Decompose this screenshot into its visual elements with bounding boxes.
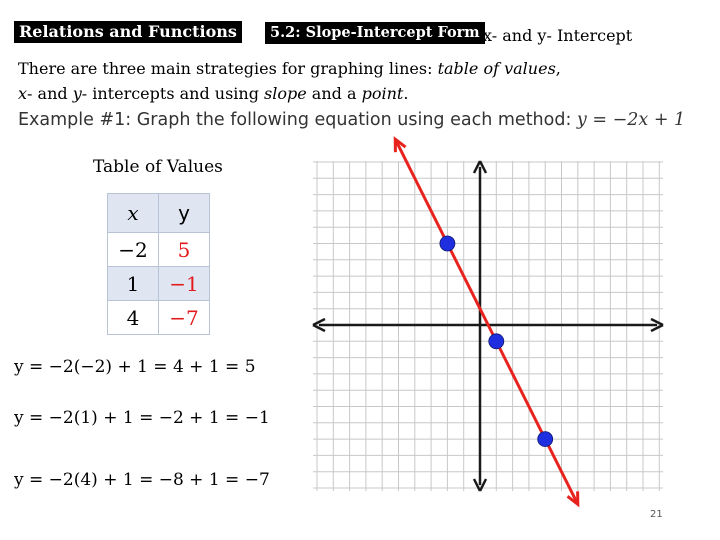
table-cell-x: 1 <box>108 267 159 301</box>
calculation-step-1: y = −2(−2) + 1 = 4 + 1 = 5 <box>14 357 256 377</box>
table-cell-x: −2 <box>108 233 159 267</box>
table-header-x: x <box>108 194 159 233</box>
method-y-var: y <box>72 84 82 103</box>
table-cell-y: 5 <box>159 233 210 267</box>
lesson-label: 5.2: Slope-Intercept Form <box>265 22 485 44</box>
topic-label: Relations and Functions <box>14 21 242 43</box>
calculation-step-3: y = −2(4) + 1 = −8 + 1 = −7 <box>14 470 270 490</box>
method-x-var: x <box>18 84 28 103</box>
intro-text-4: and a <box>306 84 362 103</box>
intro-text-2: - and <box>27 84 73 103</box>
graph-plot <box>395 139 578 504</box>
example-equation: y = −2x + 1 <box>576 110 686 130</box>
table-header-y: y <box>159 194 210 233</box>
plotted-point <box>489 334 504 349</box>
calculation-step-2: y = −2(1) + 1 = −2 + 1 = −1 <box>14 408 270 428</box>
table-cell-y: −1 <box>159 267 210 301</box>
method-point: point <box>361 84 404 103</box>
plotted-point <box>538 432 553 447</box>
table-cell-y: −7 <box>159 301 210 335</box>
table-title: Table of Values <box>93 157 223 177</box>
graph-line <box>395 139 578 504</box>
page-number: 21 <box>650 509 663 520</box>
method-slope: slope <box>264 84 307 103</box>
intro-period: . <box>403 84 409 103</box>
plotted-point <box>440 236 455 251</box>
table-cell-x: 4 <box>108 301 159 335</box>
intro-text-3: - intercepts and using <box>81 84 265 103</box>
intro-comma: , <box>555 59 561 78</box>
intro-text: There are three main strategies for graphing lines: <box>18 59 438 78</box>
method-table-of-values: table of values <box>437 59 556 78</box>
lesson-subtitle: x- and y- Intercept <box>483 26 633 45</box>
example-label: Example #1: Graph the following equation using each method: <box>18 110 577 130</box>
